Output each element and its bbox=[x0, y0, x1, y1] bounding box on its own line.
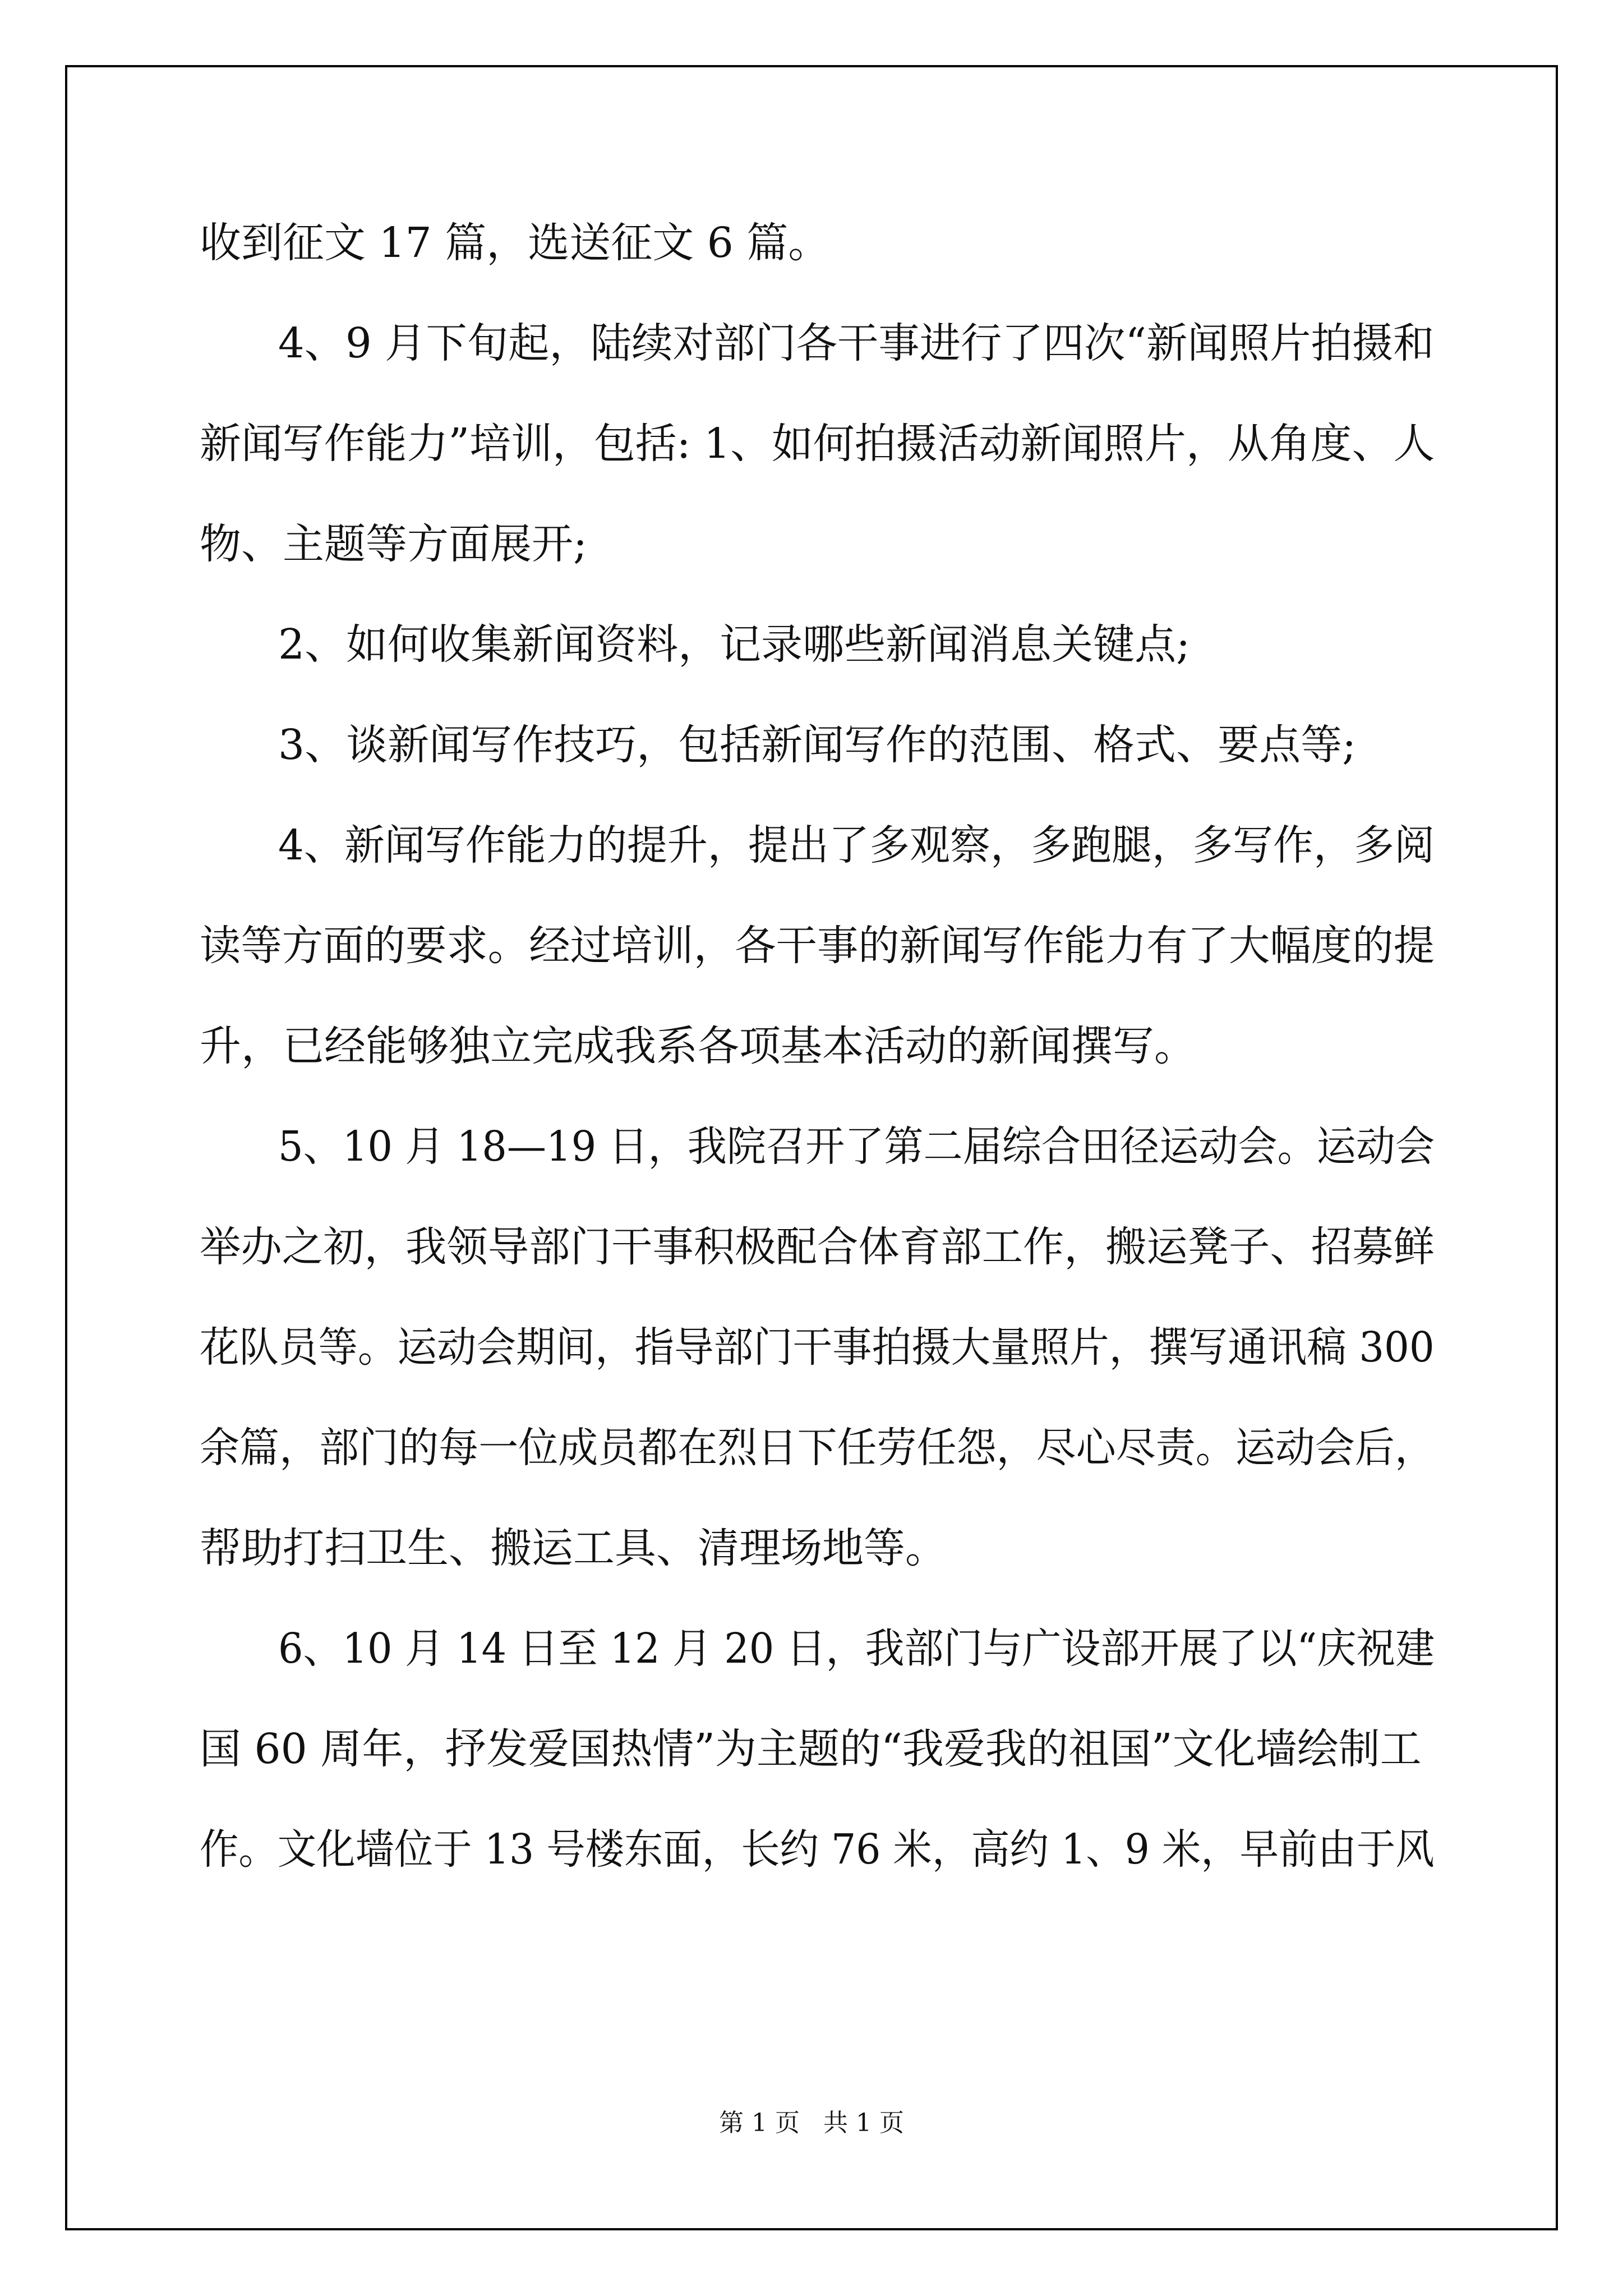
document-body bbox=[200, 0, 1435, 2042]
text-line: 升，已经能够独立完成我系各项基本活动的新闻撰写。 bbox=[200, 1022, 1196, 1070]
text-line: 5、10 月 18—19 日，我院召开了第二届综合田径运动会。运动会 bbox=[278, 1122, 1435, 1171]
text-line: 新闻写作能力”培训，包括: 1、如何拍摄活动新闻照片，从角度、人 bbox=[200, 420, 1435, 468]
text-line: 2、如何收集新闻资料，记录哪些新闻消息关键点; bbox=[278, 620, 1191, 669]
text-line: 物、主题等方面展开; bbox=[200, 520, 587, 568]
text-line: 余篇，部门的每一位成员都在烈日下任劳任怨，尽心尽责。运动会后， bbox=[200, 1424, 1435, 1472]
text-line: 收到征文 17 篇，选送征文 6 篇。 bbox=[200, 219, 830, 267]
text-line: 6、10 月 14 日至 12 月 20 日，我部门与广设部开展了以“庆祝建 bbox=[278, 1625, 1435, 1673]
text-line: 读等方面的要求。经过培训，各干事的新闻写作能力有了大幅度的提 bbox=[200, 922, 1435, 970]
page-number-footer: 第 1 页 共 1 页 bbox=[719, 2109, 904, 2137]
text-line: 4、新闻写作能力的提升，提出了多观察，多跑腿，多写作，多阅 bbox=[278, 821, 1435, 869]
text-line: 举办之初，我领导部门干事积极配合体育部工作，搬运凳子、招募鲜 bbox=[200, 1223, 1435, 1271]
text-line: 作。文化墙位于 13 号楼东面，长约 76 米，高约 1、9 米，早前由于风 bbox=[200, 1825, 1435, 1874]
text-line: 花队员等。运动会期间，指导部门干事拍摄大量照片，撰写通讯稿 300 bbox=[200, 1323, 1435, 1372]
text-line: 国 60 周年，抒发爱国热情”为主题的“我爱我的祖国”文化墙绘制工 bbox=[200, 1725, 1422, 1773]
text-line: 4、9 月下旬起，陆续对部门各干事进行了四次“新闻照片拍摄和 bbox=[278, 319, 1435, 367]
text-line: 3、谈新闻写作技巧，包括新闻写作的范围、格式、要点等; bbox=[278, 721, 1357, 769]
text-line: 帮助打扫卫生、搬运工具、清理场地等。 bbox=[200, 1524, 947, 1572]
